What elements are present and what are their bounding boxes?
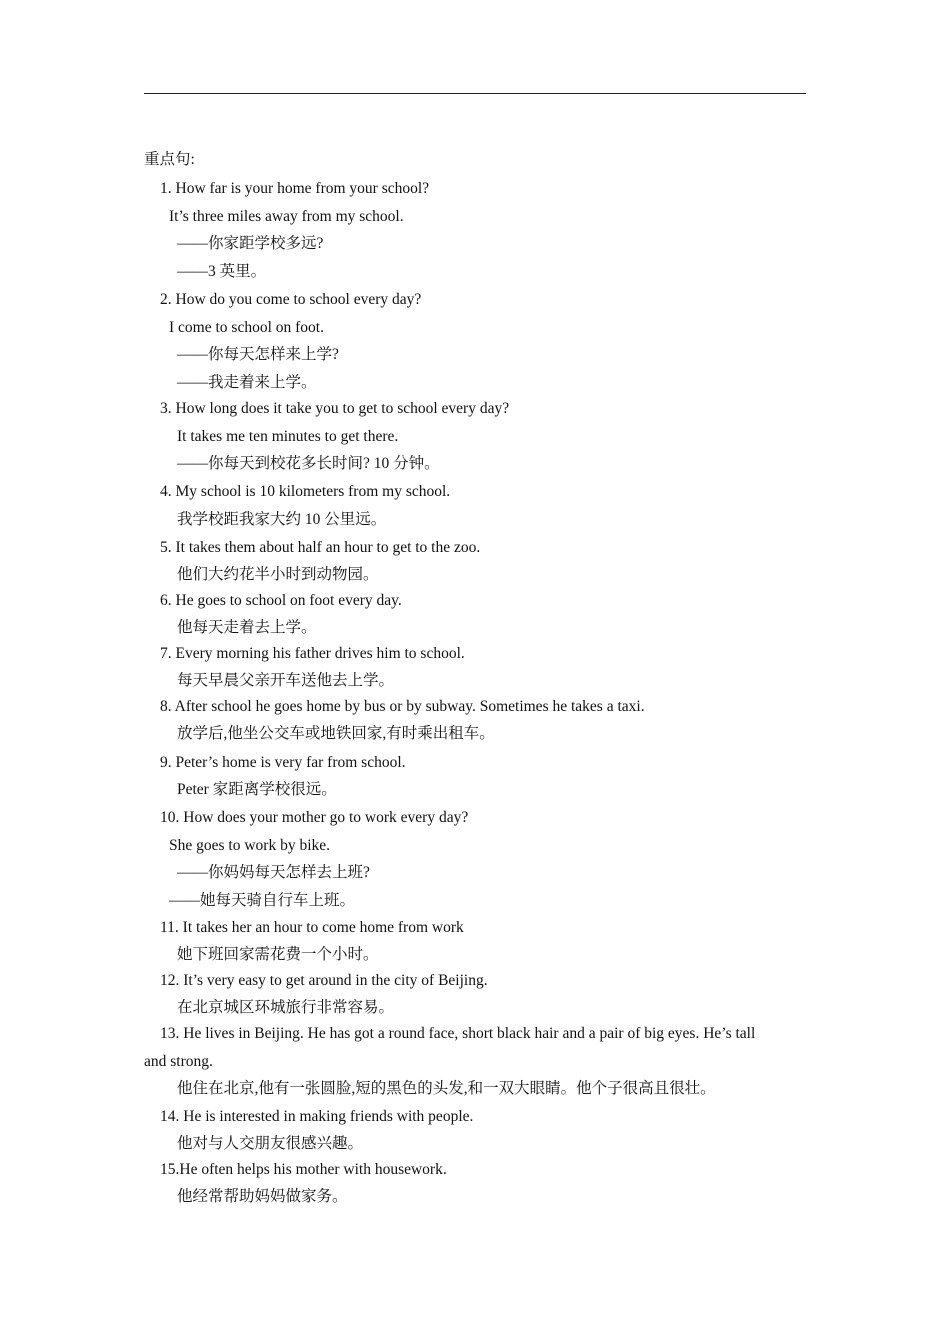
sentence-3-reply: It takes me ten minutes to get there. [177,428,399,445]
sentence-1-zh-q: ——你家距学校多远? [177,235,324,252]
sentence-4-zh: 我学校距我家大约 10 公里远。 [177,511,387,528]
sentence-8-zh: 放学后,他坐公交车或地铁回家,有时乘出租车。 [177,725,495,742]
sentence-7-zh: 每天早晨父亲开车送他去上学。 [177,672,395,689]
sentence-3-en: 3. How long does it take you to get to school every day? [160,400,510,417]
sentence-7-en: 7. Every morning his father drives him to school. [160,645,465,662]
sentence-10-en: 10. How does your mother go to work every day? [160,809,469,826]
sentence-2-zh-a: ——我走着来上学。 [177,374,317,391]
sentence-2-en: 2. How do you come to school every day? [160,291,422,308]
sentence-15-zh: 他经常帮助妈妈做家务。 [177,1188,348,1205]
sentence-1-reply: It’s three miles away from my school. [169,208,404,225]
sentence-8-en: 8. After school he goes home by bus or by subway. Sometimes he takes a taxi. [160,698,645,715]
header-rule [144,93,806,94]
sentence-14-en: 14. He is interested in making friends with people. [160,1108,474,1125]
sentence-10-zh-a: ——她每天骑自行车上班。 [169,892,356,909]
sentence-5-en: 5. It takes them about half an hour to get to the zoo. [160,539,481,556]
sentence-11-en: 11. It takes her an hour to come home from work [160,919,464,936]
sentence-13-en: 13. He lives in Beijing. He has got a round face, short black hair and a pair of big eyes. He’s tall [160,1025,756,1042]
sentence-4-en: 4. My school is 10 kilometers from my school. [160,483,451,500]
sentence-13-zh: 他住在北京,他有一张圆脸,短的黑色的头发,和一双大眼睛。他个子很高且很壮。 [177,1080,716,1097]
sentence-3-zh: ——你每天到校花多长时间? 10 分钟。 [177,455,440,472]
sentence-1-en: 1. How far is your home from your school? [160,180,430,197]
sentence-15-en: 15.He often helps his mother with housework. [160,1161,447,1178]
sentence-10-zh-q: ——你妈妈每天怎样去上班? [177,864,370,881]
sentence-13-en-cont: and strong. [144,1053,213,1070]
sentence-9-en: 9. Peter’s home is very far from school. [160,754,406,771]
sentence-6-en: 6. He goes to school on foot every day. [160,592,402,609]
sentence-5-zh: 他们大约花半小时到动物园。 [177,566,379,583]
sentence-12-zh: 在北京城区环城旅行非常容易。 [177,999,395,1016]
sentence-1-zh-a: ——3 英里。 [177,263,267,280]
sentence-2-reply: I come to school on foot. [169,319,324,336]
sentence-14-zh: 他对与人交朋友很感兴趣。 [177,1135,364,1152]
sentence-9-zh: Peter 家距离学校很远。 [177,781,337,798]
sentence-12-en: 12. It’s very easy to get around in the city of Beijing. [160,972,488,989]
sentence-2-zh-q: ——你每天怎样来上学? [177,346,339,363]
sentence-6-zh: 他每天走着去上学。 [177,619,317,636]
sentence-11-zh: 她下班回家需花费一个小时。 [177,946,379,963]
sentence-10-reply: She goes to work by bike. [169,837,331,854]
section-heading: 重点句: [144,151,195,168]
